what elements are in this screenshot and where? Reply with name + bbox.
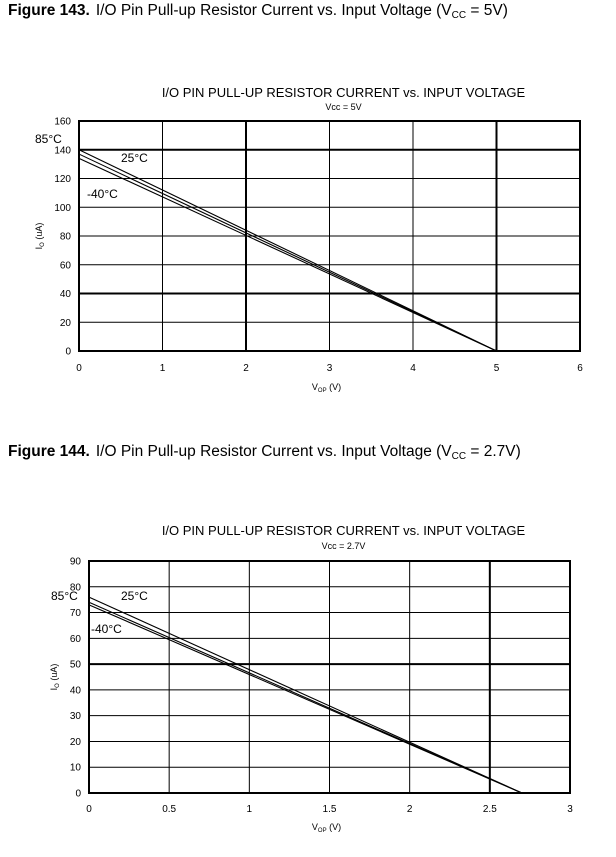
figure-caption-end: = 5V) bbox=[466, 2, 508, 19]
figure-caption-text: I/O Pin Pull-up Resistor Current vs. Input Voltage (V bbox=[95, 2, 452, 19]
figure-caption-subscript: CC bbox=[451, 451, 467, 462]
x-tick-label: 2 bbox=[406, 804, 413, 815]
x-tick-label: 0 bbox=[86, 804, 92, 815]
y-tick-label: 140 bbox=[54, 145, 71, 157]
figure-caption-end: = 2.7V) bbox=[466, 443, 521, 460]
chart-subtitle: Vcc = 5V bbox=[325, 102, 362, 112]
series-label: 25°C bbox=[121, 151, 148, 165]
series-line bbox=[89, 597, 522, 793]
y-tick-label: 10 bbox=[69, 762, 81, 774]
chart-subtitle: Vcc = 2.7V bbox=[321, 541, 366, 551]
y-tick-label: 40 bbox=[69, 685, 81, 697]
figure-number: Figure 144. bbox=[8, 443, 90, 460]
y-tick-label: 60 bbox=[69, 633, 81, 645]
y-tick-label: 20 bbox=[59, 317, 71, 329]
series-label: 85°C bbox=[35, 132, 62, 146]
y-tick-label: 80 bbox=[69, 582, 81, 594]
series-line bbox=[89, 605, 522, 793]
y-tick-label: 0 bbox=[75, 788, 81, 800]
y-tick-label: 40 bbox=[59, 289, 71, 300]
series-label: -40°C bbox=[91, 622, 122, 636]
x-tick-label: 4 bbox=[410, 363, 416, 374]
x-tick-label: 1.5 bbox=[322, 804, 337, 815]
chart-title: I/O PIN PULL-UP RESISTOR CURRENT vs. INPUT VOLTAGE bbox=[161, 85, 526, 100]
x-tick-label: 0.5 bbox=[162, 804, 177, 815]
figure-caption-text: I/O Pin Pull-up Resistor Current vs. Input Voltage (V bbox=[95, 443, 452, 460]
y-tick-label: 70 bbox=[69, 608, 81, 620]
y-tick-label: 20 bbox=[69, 736, 81, 748]
y-tick-label: 0 bbox=[65, 346, 71, 358]
figure-number: Figure 143. bbox=[8, 2, 90, 19]
x-tick-label: 5 bbox=[493, 363, 500, 374]
x-tick-label: 2 bbox=[243, 363, 249, 374]
x-tick-label: 6 bbox=[577, 363, 583, 374]
y-tick-label: 100 bbox=[54, 202, 71, 214]
y-axis-label: $I_O$ (uA) bbox=[34, 222, 46, 250]
series-label: -40°C bbox=[87, 187, 118, 201]
series-label: 85°C bbox=[51, 589, 78, 603]
y-tick-label: 50 bbox=[69, 659, 81, 671]
chart-title: I/O PIN PULL-UP RESISTOR CURRENT vs. INPUT VOLTAGE bbox=[161, 523, 526, 538]
x-tick-label: 2.5 bbox=[482, 804, 497, 815]
y-tick-label: 160 bbox=[54, 116, 71, 128]
x-axis-label: $V_{OP}$ (V) bbox=[311, 822, 342, 834]
y-tick-label: 90 bbox=[69, 556, 81, 568]
x-axis-label: $V_{OP}$ (V) bbox=[311, 382, 342, 394]
y-tick-label: 120 bbox=[54, 174, 71, 185]
x-tick-label: 1 bbox=[159, 363, 166, 374]
x-tick-label: 3 bbox=[326, 363, 333, 374]
x-tick-label: 3 bbox=[567, 804, 573, 815]
y-tick-label: 30 bbox=[69, 711, 81, 723]
x-tick-label: 0 bbox=[76, 363, 82, 374]
y-axis-label: $I_O$ (uA) bbox=[49, 663, 61, 691]
x-tick-label: 1 bbox=[246, 804, 253, 815]
series-label: 25°C bbox=[121, 589, 148, 603]
y-tick-label: 80 bbox=[59, 231, 71, 243]
figure-caption-subscript: CC bbox=[451, 10, 467, 21]
y-tick-label: 60 bbox=[59, 260, 71, 272]
